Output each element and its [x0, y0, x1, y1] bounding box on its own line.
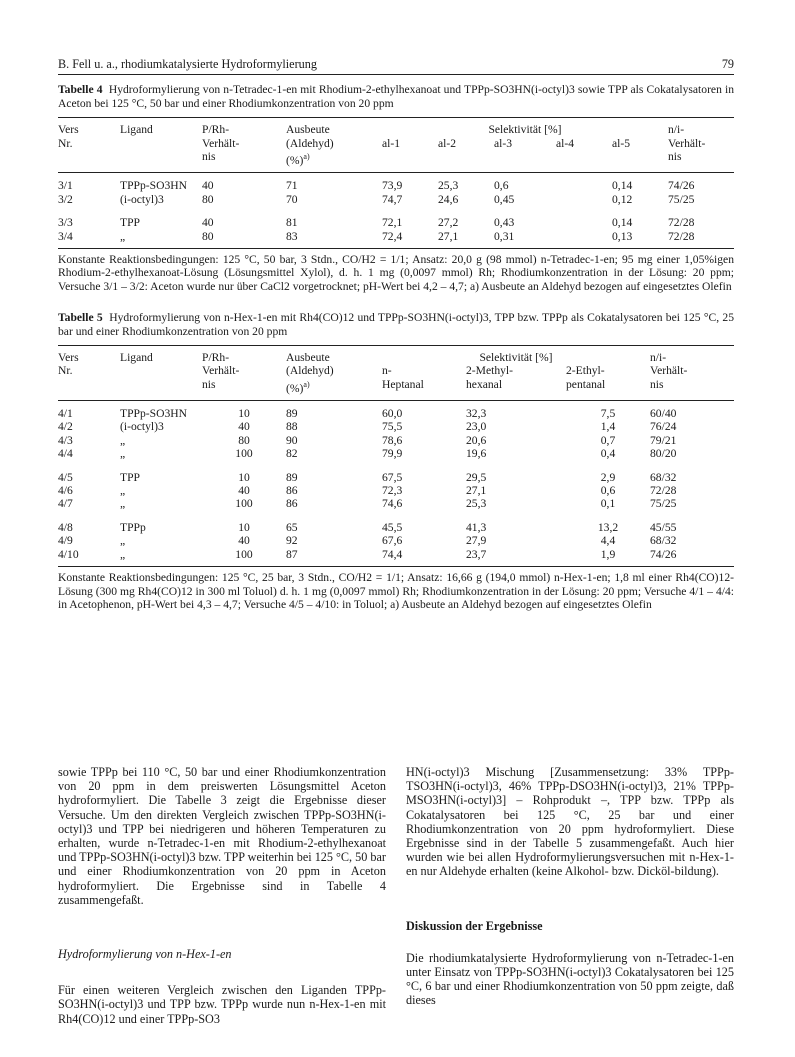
cell-prh: 40	[238, 534, 250, 548]
cell-al3: 0,6	[494, 179, 509, 193]
right-section-heading: Diskussion der Ergebnisse	[406, 918, 543, 933]
cell-prh: 80	[238, 433, 250, 447]
cell-hep: 79,9	[382, 447, 403, 461]
cell-vers: 3/1	[58, 179, 73, 193]
cell-vers: 4/6	[58, 484, 73, 498]
col-al1: al-1	[382, 136, 401, 150]
cell-ausbeute: 86	[286, 484, 298, 498]
cell-al1: 74,7	[382, 192, 403, 206]
col-ausbeute: Ausbeute	[286, 345, 382, 364]
cell-ausbeute: 89	[286, 407, 298, 421]
col-ni-3: nis	[650, 378, 734, 401]
cell-vers: 4/1	[58, 407, 73, 421]
page-number: 79	[721, 57, 734, 71]
col-ni-2: Verhält-	[650, 364, 688, 378]
cell-ni: 72/28	[668, 216, 695, 230]
running-header	[58, 58, 734, 75]
left-column	[58, 765, 386, 1026]
col-selektivitaet: Selektivität [%]	[382, 345, 650, 364]
table-row	[58, 497, 734, 510]
table4-body	[58, 173, 734, 249]
table-row	[58, 447, 734, 460]
table5-caption	[58, 311, 734, 338]
cell-vers: 4/10	[58, 548, 120, 567]
cell-vers: 3/2	[58, 192, 73, 206]
col-ligand: Ligand	[120, 118, 202, 137]
col-prh-2: Verhält-	[202, 364, 240, 378]
cell-ausbeute: 82	[286, 447, 298, 461]
cell-ni: 80/20	[650, 447, 677, 461]
cell-al4	[556, 193, 612, 206]
cell-hep: 72,3	[382, 484, 403, 498]
table5-body	[58, 401, 734, 567]
table-row	[58, 206, 734, 229]
cell-ni: 74/26	[668, 179, 695, 193]
col-ausbeute-3: (%)$^{a)}$	[286, 378, 382, 401]
cell-ligand: TPPp-SO3HN	[120, 407, 187, 421]
table-row	[58, 173, 734, 193]
cell-prh: 100	[202, 548, 286, 567]
cell-hep: 60,0	[382, 407, 403, 421]
cell-al5: 0,14	[612, 216, 633, 230]
cell-mh: 27,9	[466, 534, 487, 548]
cell-vers: 4/3	[58, 433, 73, 447]
cell-al1: 72,4	[382, 230, 438, 249]
cell-ligand: „	[120, 230, 202, 249]
col-ausbeute-2: (Aldehyd)	[286, 136, 334, 150]
col-vers: Vers	[58, 345, 120, 364]
cell-hep: 67,6	[382, 534, 403, 548]
cell-al1: 73,9	[382, 179, 403, 193]
cell-ligand: (i-octyl)3	[120, 420, 164, 434]
page	[58, 57, 735, 1026]
col-nr: Nr.	[58, 136, 73, 150]
col-ethylpentanal-2: pentanal	[566, 378, 650, 401]
cell-al2: 27,1	[438, 230, 494, 249]
cell-al3: 0,45	[494, 192, 515, 206]
col-vers: Vers	[58, 118, 120, 137]
cell-prh: 10	[238, 520, 250, 534]
table-row	[58, 193, 734, 206]
col-al3: al-3	[494, 136, 513, 150]
cell-ni: 79/21	[650, 433, 677, 447]
cell-ep: 2,9	[600, 470, 616, 484]
cell-mh: 19,6	[466, 447, 487, 461]
col-prh: P/Rh-	[202, 118, 286, 137]
cell-ausbeute: 90	[286, 433, 298, 447]
table5-header	[58, 345, 734, 400]
col-heptanal: n-	[382, 364, 392, 378]
table-row	[58, 511, 734, 534]
cell-ni: 45/55	[650, 520, 677, 534]
cell-mh: 29,5	[466, 470, 487, 484]
cell-mh: 32,3	[466, 407, 487, 421]
cell-prh: 40	[238, 484, 250, 498]
cell-ausbeute: 70	[286, 192, 298, 206]
cell-ligand: TPPp	[120, 520, 146, 534]
cell-al4	[556, 173, 612, 193]
cell-prh: 80	[202, 230, 286, 249]
cell-ep: 7,5	[600, 407, 616, 421]
cell-prh: 10	[238, 407, 250, 421]
cell-ligand: „	[120, 548, 202, 567]
cell-ni: 68/32	[650, 470, 677, 484]
cell-ep: 0,7	[600, 433, 616, 447]
col-methylhexanal-2: hexanal	[466, 378, 566, 401]
cell-ligand: „	[120, 447, 126, 461]
cell-ligand: „	[120, 484, 126, 498]
col-ni-3: nis	[668, 150, 734, 173]
cell-vers: 4/7	[58, 497, 73, 511]
cell-ni: 72/28	[650, 484, 677, 498]
cell-ausbeute: 87	[286, 548, 382, 567]
table4-caption	[58, 83, 734, 110]
col-methylhexanal: 2-Methyl-	[466, 364, 514, 378]
cell-vers: 4/5	[58, 470, 73, 484]
table5-caption-text: Hydroformylierung von n-Hex-1-en mit Rh4(CO)12 und TPPp-SO3HN(i-octyl)3, TPP bzw. TPPp als Cokatalysatoren bei 125 °C, 25 bar und einer Rhodiumkonzentration von 20 ppm	[58, 311, 734, 338]
cell-ni: 75/25	[668, 192, 695, 206]
col-al2: al-2	[438, 136, 457, 150]
col-prh-2: Verhält-	[202, 136, 240, 150]
cell-ausbeute: 81	[286, 216, 298, 230]
table4	[58, 117, 734, 249]
cell-ligand: TPPp-SO3HN	[120, 179, 187, 193]
cell-mh: 23,7	[466, 548, 566, 567]
col-selektivitaet: Selektivität [%]	[382, 118, 668, 137]
cell-ni: 72/28	[668, 230, 734, 249]
col-al5: al-5	[612, 136, 631, 150]
cell-al5: 0,12	[612, 192, 633, 206]
cell-ep: 0,6	[600, 484, 616, 498]
table4-note: Konstante Reaktionsbedingungen: 125 °C, 50 bar, 3 Stdn., CO/H2 = 1/1; Ansatz: 20,0 g (98 mmol) n-Tetradec-1-en; 95 mg einer 1,05%igen Rhodium-2-ethylhexanoat-Lösung (Lösungsmittel Xylol), d. h. 1 mg (0,0097 mmol) Rh; Rhodiumkonzentration in der Lösung: 20 ppm; Versuche 3/1 – 3/2: Aceton wurde nur über CaCl2 vorgetrocknet; pH-Wert bei 4,2 – 4,7; a) Ausbeute an Aldehyd bezogen auf eingesetztes Olefin	[58, 252, 734, 293]
cell-al2: 27,2	[438, 216, 459, 230]
cell-mh: 25,3	[466, 497, 487, 511]
col-ni: n/i-	[650, 345, 734, 364]
cell-ep: 0,4	[600, 447, 616, 461]
cell-ni: 60/40	[650, 407, 677, 421]
right-paragraph-1: HN(i-octyl)3 Mischung [Zusammensetzung: 33% TPPp-TSO3HN(i-octyl)3, 46% TPPp-DSO3HN(i-octyl)3, 21% TPPp-MSO3HN(i-octyl)3] – Rohprodukt –, TPP bzw. TPPp als Cokatalysatoren bei 125 °C, 25 bar und einer Rhodiumkonzentration von 20 ppm hydroformyliert. Diese Ergebnisse sind in der Tabelle 5 zusammengefaßt. Auch hier wurden wie bei allen Hydroformylierungsversuchen mit n-Hex-1-en nur Aldehyde erhalten (keine Alkohol- bzw. Dicköl-bildung).	[406, 765, 734, 879]
col-ni: n/i-	[668, 118, 734, 137]
cell-prh: 10	[238, 470, 250, 484]
table5-note: Konstante Reaktionsbedingungen: 125 °C, 25 bar, 3 Stdn., CO/H2 = 1/1; Ansatz: 16,66 g (194,0 mmol) n-Hex-1-en; 1,8 ml einer Rh4(CO)12-Lösung (300 mg Rh4(CO)12 in 300 ml Toluol) d. h. 1 mg (0,0097 mmol) Rh; Rhodiumkonzentration in der Lösung: 20 ppm; Versuche 4/1 – 4/4: in Acetophenon, pH-Wert bei 4,3 – 4,7; Versuche 4/5 – 4/10: in Toluol; a) Ausbeute an Aldehyd bezogen auf eingesetztes Olefin	[58, 571, 734, 611]
cell-ausbeute: 92	[286, 534, 298, 548]
col-prh: P/Rh-	[202, 345, 286, 364]
cell-prh: 100	[235, 497, 253, 511]
cell-hep: 78,6	[382, 433, 403, 447]
right-column	[406, 765, 734, 1026]
cell-ep: 0,1	[600, 497, 616, 511]
cell-hep: 45,5	[382, 520, 403, 534]
body-columns	[58, 765, 734, 1026]
cell-ni: 74/26	[650, 548, 734, 567]
col-ausbeute-2: (Aldehyd)	[286, 364, 334, 378]
cell-ep: 1,9	[566, 548, 650, 567]
cell-ni: 76/24	[650, 420, 677, 434]
table-row	[58, 484, 734, 497]
col-prh-3: nis	[202, 150, 286, 173]
cell-vers: 3/3	[58, 216, 73, 230]
cell-prh: 40	[238, 420, 250, 434]
cell-ep: 4,4	[600, 534, 616, 548]
cell-ep: 13,2	[597, 520, 619, 534]
col-ausbeute-3: (%)$^{a)}$	[286, 150, 382, 173]
cell-ligand: „	[120, 534, 126, 548]
left-paragraph-1: sowie TPPp bei 110 °C, 50 bar und einer Rhodiumkonzentration von 20 ppm in dem preiswerten Lösungsmittel Aceton hydroformyliert. Die Tabelle 3 zeigt die Ergebnisse dieser Versuche. Um den direkten Vergleich zwischen TPPp-SO3HN(i-octyl)3 und TPP bei niedrigeren und höheren Temperaturen zu erhalten, wurde n-Tetradec-1-en mit Rhodium-2-ethylhexanoat und TPPp-SO3HN(i-octyl)3 bzw. TPP weiterhin bei 125 °C, 50 bar und einer Rhodiumkonzentration von 20 ppm in Aceton hydroformyliert. Die Ergebnisse sind in Tabelle 4 zusammengefaßt.	[58, 765, 386, 907]
col-heptanal-2: Heptanal	[382, 378, 466, 401]
cell-vers: 4/8	[58, 520, 73, 534]
cell-ausbeute: 88	[286, 420, 298, 434]
table4-header	[58, 118, 734, 173]
table-row	[58, 548, 734, 567]
cell-vers: 3/4	[58, 230, 120, 249]
table-row	[58, 534, 734, 547]
cell-prh: 40	[202, 179, 214, 193]
cell-prh: 80	[202, 192, 214, 206]
right-paragraph-2: Die rhodiumkatalysierte Hydroformylierung von n-Tetradec-1-en unter Einsatz von TPPp-SO3HN(i-octyl)3 Cokatalysatoren bei 125 °C, 6 bar und einer Rhodiumkonzentration von 50 ppm zeigte, daß dieses	[406, 950, 734, 1008]
table-row	[58, 230, 734, 249]
cell-al5: 0,14	[612, 179, 633, 193]
table-row	[58, 420, 734, 433]
table-row	[58, 401, 734, 421]
cell-hep: 74,4	[382, 548, 466, 567]
cell-al3: 0,31	[494, 230, 556, 249]
col-nr: Nr.	[58, 364, 73, 378]
cell-ligand: TPP	[120, 470, 140, 484]
table4-label: Tabelle 4	[58, 83, 103, 97]
cell-vers: 4/4	[58, 447, 73, 461]
cell-hep: 74,6	[382, 497, 403, 511]
cell-mh: 23,0	[466, 420, 487, 434]
cell-ni: 75/25	[650, 497, 677, 511]
cell-vers: 4/9	[58, 534, 73, 548]
left-paragraph-2: Für einen weiteren Vergleich zwischen den Liganden TPPp-SO3HN(i-octyl)3 und TPP bzw. TPPp wurde nun n-Hex-1-en mit Rh4(CO)12 und einer TPPp-SO3	[58, 983, 386, 1026]
cell-ep: 1,4	[600, 420, 616, 434]
running-title: B. Fell u. a., rhodiumkatalysierte Hydroformylierung	[58, 57, 317, 71]
cell-ausbeute: 71	[286, 179, 298, 193]
left-section-heading: Hydroformylierung von n-Hex-1-en	[58, 947, 232, 962]
cell-hep: 75,5	[382, 420, 403, 434]
cell-ligand: (i-octyl)3	[120, 192, 164, 206]
cell-ligand: „	[120, 497, 126, 511]
table4-caption-text: Hydroformylierung von n-Tetradec-1-en mit Rhodium-2-ethylhexanoat und TPPp-SO3HN(i-octyl)3 sowie TPP als Cokatalysatoren in Aceton bei 125 °C, 50 bar und einer Rhodiumkonzentration von 20 ppm	[58, 83, 735, 110]
cell-ausbeute: 89	[286, 470, 298, 484]
cell-ausbeute: 65	[286, 520, 298, 534]
cell-ligand: „	[120, 433, 126, 447]
cell-prh: 40	[202, 216, 214, 230]
col-ethylpentanal: 2-Ethyl-	[566, 364, 605, 378]
cell-mh: 41,3	[466, 520, 487, 534]
cell-ligand: TPP	[120, 216, 140, 230]
cell-al4	[556, 206, 612, 229]
col-ausbeute: Ausbeute	[286, 118, 382, 137]
cell-al3: 0,43	[494, 216, 515, 230]
cell-al5: 0,13	[612, 230, 668, 249]
cell-ausbeute: 86	[286, 497, 298, 511]
table-row	[58, 461, 734, 484]
cell-vers: 4/2	[58, 420, 73, 434]
cell-mh: 27,1	[466, 484, 487, 498]
cell-ausbeute: 83	[286, 230, 382, 249]
col-prh-3: nis	[202, 378, 286, 401]
cell-al2: 25,3	[438, 179, 459, 193]
cell-al4	[556, 230, 612, 249]
cell-al1: 72,1	[382, 216, 403, 230]
table5-label: Tabelle 5	[58, 311, 103, 325]
col-ligand: Ligand	[120, 345, 202, 364]
cell-al2: 24,6	[438, 192, 459, 206]
cell-hep: 67,5	[382, 470, 403, 484]
table5	[58, 345, 734, 567]
col-al4: al-4	[556, 136, 575, 150]
cell-mh: 20,6	[466, 433, 487, 447]
cell-prh: 100	[235, 447, 253, 461]
table-row	[58, 434, 734, 447]
col-ni-2: Verhält-	[668, 136, 706, 150]
cell-ni: 68/32	[650, 534, 677, 548]
